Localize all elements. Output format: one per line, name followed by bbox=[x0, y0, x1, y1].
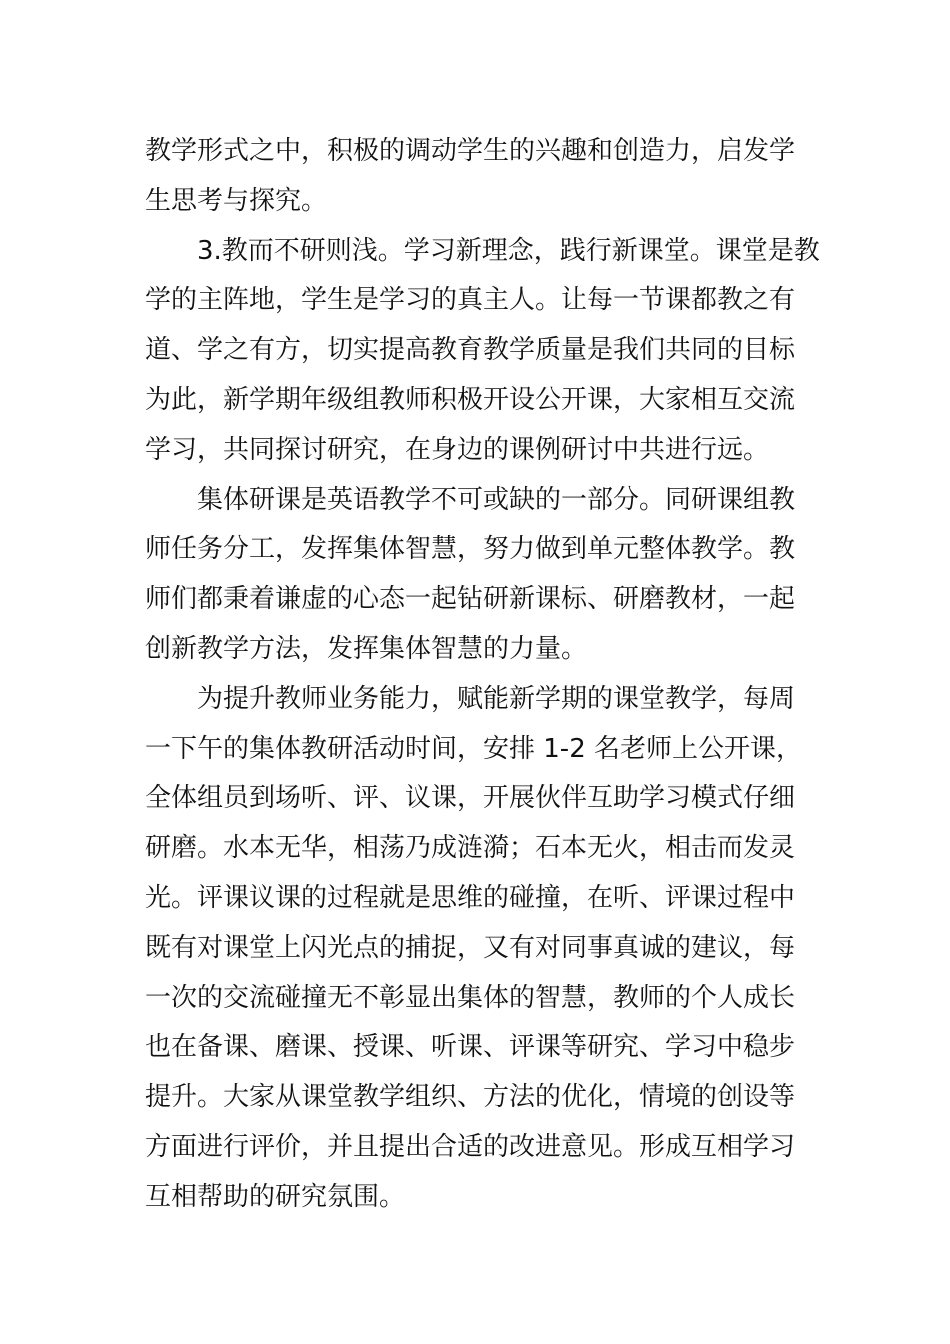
text-line: 研磨。水本无华，相荡乃成涟漪；石本无火，相击而发灵 bbox=[145, 833, 796, 864]
text-line: 光。评课议课的过程就是思维的碰撞，在听、评课过程中 bbox=[145, 882, 796, 913]
paragraph-1 bbox=[145, 127, 809, 227]
text-line: 学的主阵地，学生是学习的真主人。让每一节课都教之有 bbox=[145, 285, 796, 316]
text-line: 为此，新学期年级组教师积极开设公开课，大家相互交流 bbox=[145, 384, 796, 415]
document-body bbox=[145, 127, 820, 1223]
text-line: 一次的交流碰撞无不彰显出集体的智慧，教师的个人成长 bbox=[145, 982, 796, 1013]
text-line: 师任务分工，发挥集体智慧，努力做到单元整体教学。教 bbox=[145, 534, 796, 565]
text-line: 既有对课堂上闪光点的捕捉，又有对同事真诚的建议，每 bbox=[145, 932, 796, 963]
text-line: 互相帮助的研究氛围。 bbox=[145, 1181, 406, 1212]
text-line: 集体研课是英语教学不可或缺的一部分。同研课组教 bbox=[197, 484, 796, 515]
text-line: 道、学之有方，切实提高教育教学质量是我们共同的目标 bbox=[145, 335, 796, 366]
text-line: 也在备课、磨课、授课、听课、评课等研究、学习中稳步 bbox=[145, 1032, 796, 1063]
text-line: 师们都秉着谦虚的心态一起钻研新课标、研磨教材，一起 bbox=[145, 584, 796, 615]
text-line: 创新教学方法，发挥集体智慧的力量。 bbox=[145, 633, 588, 664]
text-line: 为提升教师业务能力，赋能新学期的课堂教学，每周 bbox=[197, 683, 796, 714]
text-line: 3.教而不研则浅。学习新理念，践行新课堂。课堂是教 bbox=[197, 235, 820, 266]
paragraph-4 bbox=[145, 675, 809, 1223]
paragraph-2 bbox=[145, 227, 820, 476]
text-line: 提升。大家从课堂教学组织、方法的优化，情境的创设等 bbox=[145, 1082, 796, 1113]
text-line: 方面进行评价，并且提出合适的改进意见。形成互相学习 bbox=[145, 1131, 796, 1162]
text-line: 全体组员到场听、评、议课，开展伙伴互助学习模式仔细 bbox=[145, 783, 796, 814]
paragraph-3 bbox=[145, 476, 809, 675]
text-line: 生思考与探究。 bbox=[145, 185, 328, 216]
text-line: 学习，共同探讨研究，在身边的课例研讨中共进行远。 bbox=[145, 434, 770, 465]
text-line: 教学形式之中，积极的调动学生的兴趣和创造力，启发学 bbox=[145, 136, 796, 166]
text-line: 一下午的集体教研活动时间，安排 1-2 名老师上公开课， bbox=[145, 733, 802, 764]
